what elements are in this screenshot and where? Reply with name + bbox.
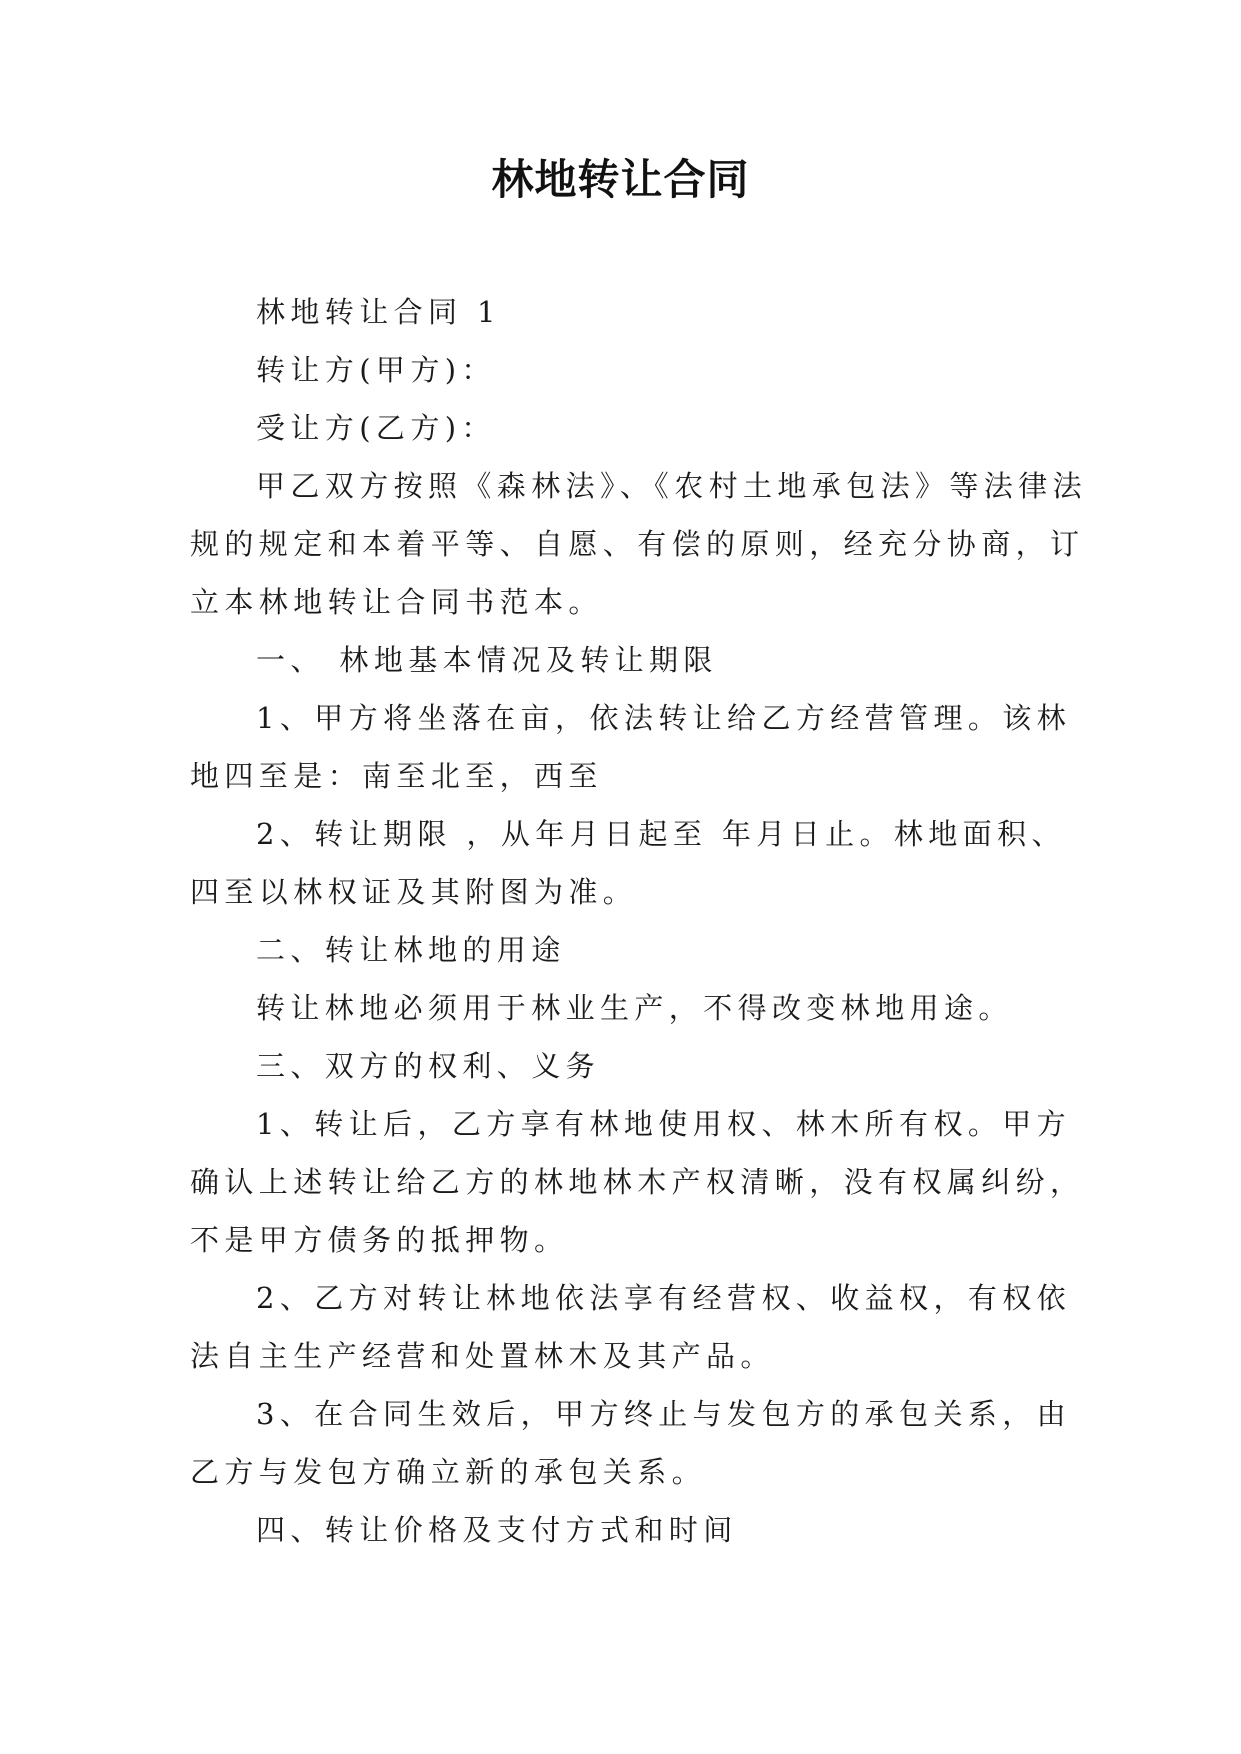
clause-3-3-line-2: 乙方与发包方确立新的承包关系。 xyxy=(190,1455,707,1489)
clause-2-text: 转让林地必须用于林业生产，不得改变林地用途。 xyxy=(256,991,1013,1025)
clause-3-1-line-3: 不是甲方债务的抵押物。 xyxy=(190,1223,569,1257)
clause-1-2-line-1: 2、转让期限 ，从年月日起至 年月日止。林地面积、 xyxy=(256,817,1066,851)
preamble-line-3: 立本林地转让合同书范本。 xyxy=(190,585,603,619)
section-4-heading: 四、转让价格及支付方式和时间 xyxy=(256,1513,738,1547)
clause-3-2-line-2: 法自主生产经营和处置林木及其产品。 xyxy=(190,1339,775,1373)
clause-1-1-line-2: 地四至是：南至北至，西至 xyxy=(190,759,603,793)
clause-3-3-line-1: 3、在合同生效后，甲方终止与发包方的承包关系，由 xyxy=(256,1397,1072,1431)
preamble-line-2: 规的规定和本着平等、自愿、有偿的原则，经充分协商，订 xyxy=(190,527,1085,561)
section-1-heading: 一、 林地基本情况及转让期限 xyxy=(256,643,718,677)
party-a-line: 转让方(甲方)： xyxy=(256,353,496,387)
clause-3-2-line-1: 2、乙方对转让林地依法享有经营权、收益权，有权依 xyxy=(256,1281,1072,1315)
clause-1-2-line-2: 四至以林权证及其附图为准。 xyxy=(190,875,638,909)
clause-1-1-line-1: 1、甲方将坐落在亩，依法转让给乙方经营管理。该林 xyxy=(256,701,1072,735)
clause-3-1-line-2: 确认上述转让给乙方的林地林木产权清晰，没有权属纠纷， xyxy=(190,1165,1085,1199)
party-b-line: 受让方(乙方)： xyxy=(256,411,496,445)
document-title: 林地转让合同 xyxy=(491,155,750,204)
clause-3-1-line-1: 1、转让后，乙方享有林地使用权、林木所有权。甲方 xyxy=(256,1107,1072,1141)
contract-subtitle: 林地转让合同 1 xyxy=(256,295,501,329)
section-3-heading: 三、双方的权利、义务 xyxy=(256,1049,601,1083)
section-2-heading: 二、转让林地的用途 xyxy=(256,933,566,967)
preamble-line-1: 甲乙双方按照《森林法》、《农村土地承包法》等法律法 xyxy=(256,469,1088,503)
